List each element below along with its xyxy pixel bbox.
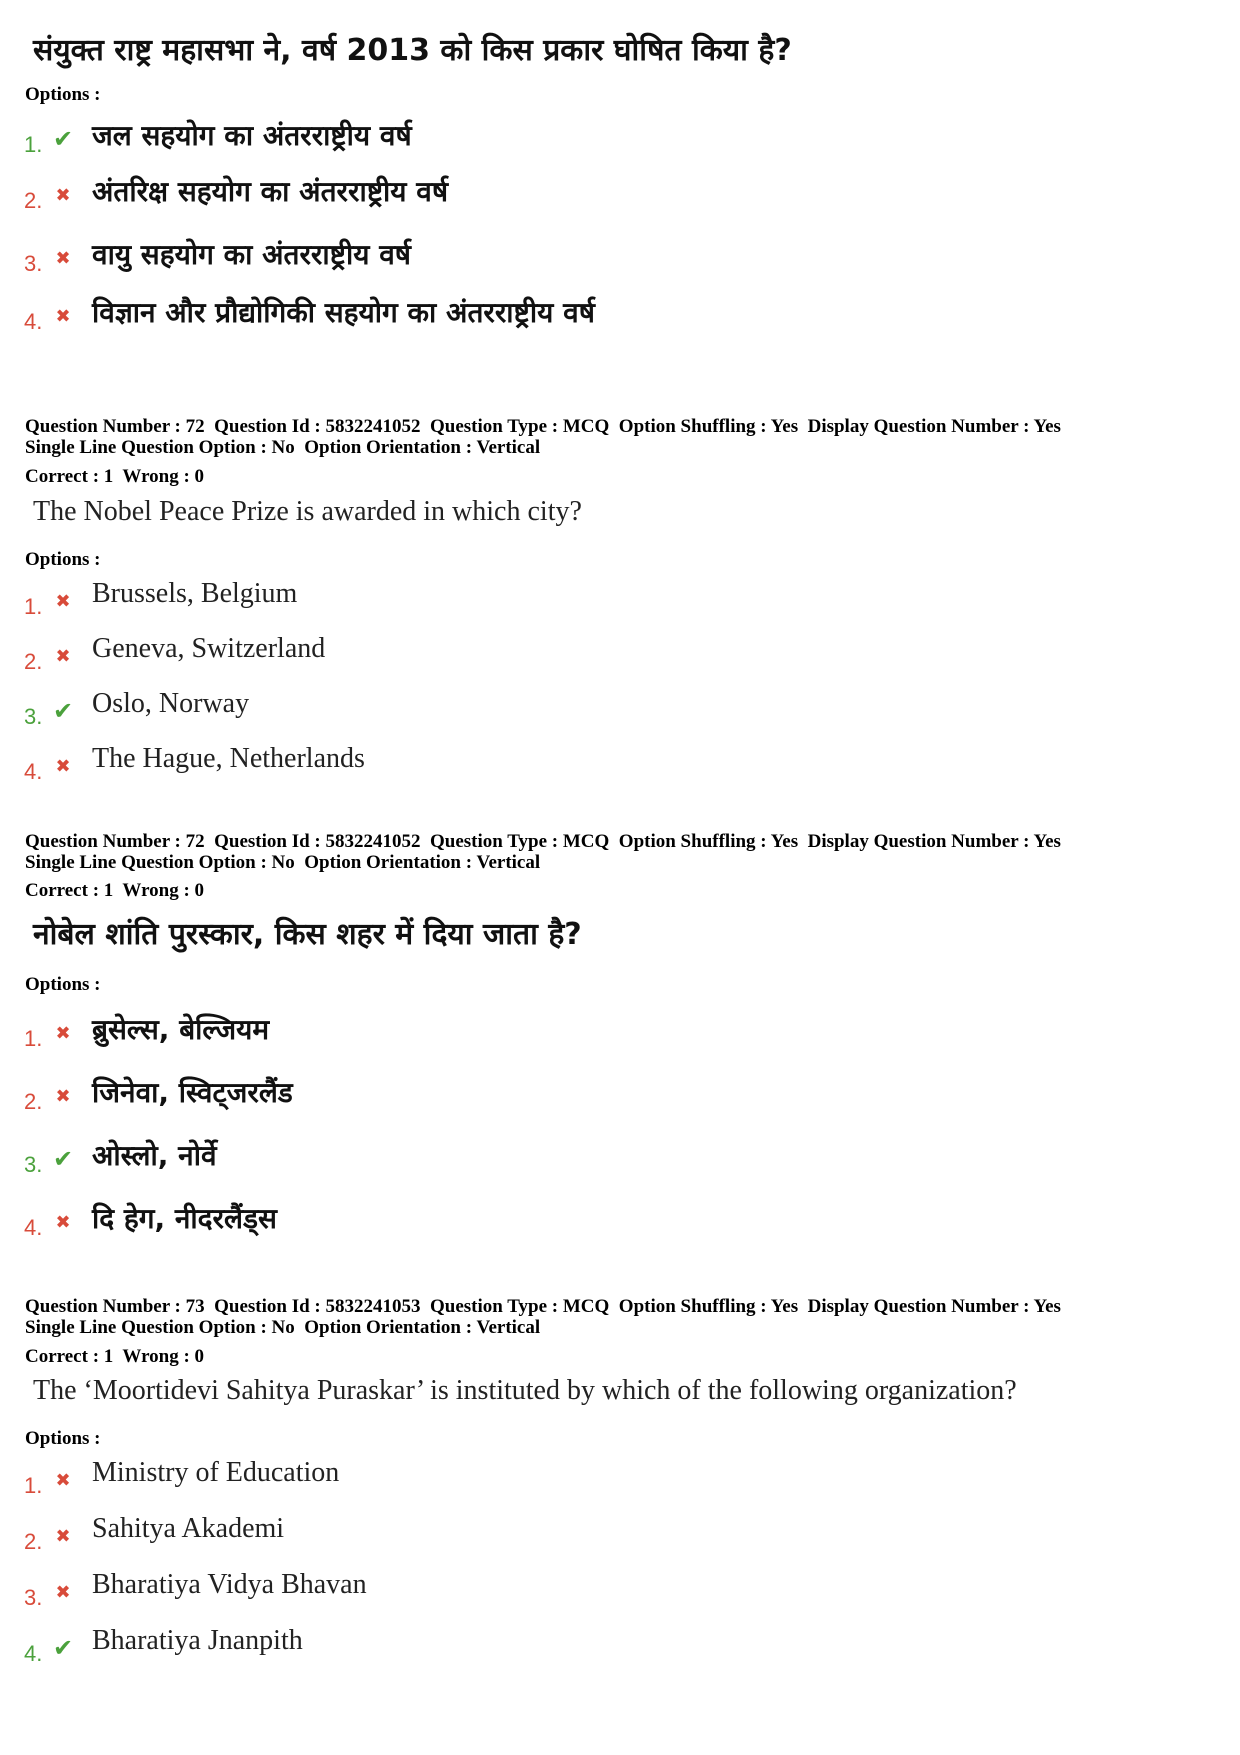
option-number: 2. — [24, 1529, 43, 1554]
cross-icon: ✖ — [55, 755, 71, 777]
option-text: ओस्लो, नोर्वे — [92, 1139, 217, 1172]
cross-icon: ✖ — [55, 1525, 71, 1547]
option-item — [0, 633, 1240, 683]
options-label: Options : — [25, 84, 101, 105]
question-meta-line2: Single Line Question Option : No Option Orientation : Vertical — [25, 852, 541, 873]
option-item — [0, 1569, 1240, 1619]
cross-icon: ✖ — [55, 645, 71, 667]
check-icon: ✔ — [52, 697, 74, 725]
option-number: 2. — [24, 188, 43, 213]
option-text: Geneva, Switzerland — [92, 633, 326, 664]
option-text: Bharatiya Jnanpith — [92, 1625, 303, 1656]
option-number: 4. — [24, 309, 43, 334]
option-text: Ministry of Education — [92, 1457, 340, 1488]
option-number: 3. — [24, 1585, 43, 1610]
cross-icon: ✖ — [55, 1022, 71, 1044]
option-text: The Hague, Netherlands — [92, 743, 365, 774]
option-text: Brussels, Belgium — [92, 578, 298, 609]
option-item — [0, 1199, 1240, 1249]
option-text: जिनेवा, स्विट्जरलैंड — [92, 1076, 293, 1109]
option-text: ब्रुसेल्स, बेल्जियम — [92, 1013, 270, 1046]
option-item — [0, 1136, 1240, 1186]
option-number: 1. — [24, 1026, 43, 1051]
option-text: विज्ञान और प्रौद्योगिकी सहयोग का अंतरराष्ट्रीय वर्ष — [92, 296, 595, 329]
option-item — [0, 116, 1240, 166]
option-item — [0, 235, 1240, 285]
option-text: Oslo, Norway — [92, 688, 250, 719]
cross-icon: ✖ — [55, 1581, 71, 1603]
option-item — [0, 743, 1240, 793]
question-text: The ‘Moortidevi Sahitya Puraskar’ is instituted by which of the following organization? — [33, 1375, 1017, 1406]
option-item — [0, 293, 1240, 343]
cross-icon: ✖ — [55, 247, 71, 269]
question-meta-line2: Single Line Question Option : No Option Orientation : Vertical — [25, 1317, 541, 1338]
option-text: Sahitya Akademi — [92, 1513, 285, 1544]
option-number: 1. — [24, 132, 43, 157]
option-text: दि हेग, नीदरलैंड्स — [92, 1202, 277, 1235]
option-item — [0, 578, 1240, 628]
question-marks: Correct : 1 Wrong : 0 — [25, 1346, 205, 1367]
question-text: The Nobel Peace Prize is awarded in which city? — [33, 496, 582, 527]
option-text: Bharatiya Vidya Bhavan — [92, 1569, 367, 1600]
option-number: 3. — [24, 1152, 43, 1177]
option-number: 2. — [24, 1089, 43, 1114]
cross-icon: ✖ — [55, 184, 71, 206]
cross-icon: ✖ — [55, 1085, 71, 1107]
options-label: Options : — [25, 549, 101, 570]
question-meta-line2: Single Line Question Option : No Option Orientation : Vertical — [25, 437, 541, 458]
option-number: 4. — [24, 1215, 43, 1240]
option-item — [0, 1513, 1240, 1563]
check-icon: ✔ — [52, 1145, 74, 1173]
option-text: अंतरिक्ष सहयोग का अंतरराष्ट्रीय वर्ष — [92, 175, 449, 208]
cross-icon: ✖ — [55, 1211, 71, 1233]
option-item — [0, 688, 1240, 738]
option-number: 4. — [24, 1641, 43, 1666]
option-item — [0, 172, 1240, 222]
question-meta-line1: Question Number : 73 Question Id : 5832241053 Question Type : MCQ Option Shuffling : Yes Display Question Number : Yes — [25, 1296, 1061, 1317]
question-marks: Correct : 1 Wrong : 0 — [25, 466, 205, 487]
option-text: जल सहयोग का अंतरराष्ट्रीय वर्ष — [92, 119, 412, 152]
option-text: वायु सहयोग का अंतरराष्ट्रीय वर्ष — [92, 238, 411, 271]
option-number: 4. — [24, 759, 43, 784]
option-number: 1. — [24, 594, 43, 619]
question-meta-line1: Question Number : 72 Question Id : 5832241052 Question Type : MCQ Option Shuffling : Yes Display Question Number : Yes — [25, 831, 1061, 852]
question-meta-line1: Question Number : 72 Question Id : 5832241052 Question Type : MCQ Option Shuffling : Yes Display Question Number : Yes — [25, 416, 1061, 437]
cross-icon: ✖ — [55, 305, 71, 327]
options-label: Options : — [25, 974, 101, 995]
cross-icon: ✖ — [55, 590, 71, 612]
question-marks: Correct : 1 Wrong : 0 — [25, 880, 205, 901]
option-number: 3. — [24, 251, 43, 276]
option-number: 3. — [24, 704, 43, 729]
check-icon: ✔ — [52, 1634, 74, 1662]
option-number: 2. — [24, 649, 43, 674]
check-icon: ✔ — [52, 125, 74, 153]
question-text: नोबेल शांति पुरस्कार, किस शहर में दिया जाता है? — [33, 917, 582, 952]
question-text: संयुक्त राष्ट्र महासभा ने, वर्ष 2013 को किस प्रकार घोषित किया है? — [33, 33, 792, 68]
options-label: Options : — [25, 1428, 101, 1449]
option-item — [0, 1625, 1240, 1675]
option-item — [0, 1010, 1240, 1060]
option-number: 1. — [24, 1473, 43, 1498]
option-item — [0, 1073, 1240, 1123]
option-item — [0, 1457, 1240, 1507]
cross-icon: ✖ — [55, 1469, 71, 1491]
